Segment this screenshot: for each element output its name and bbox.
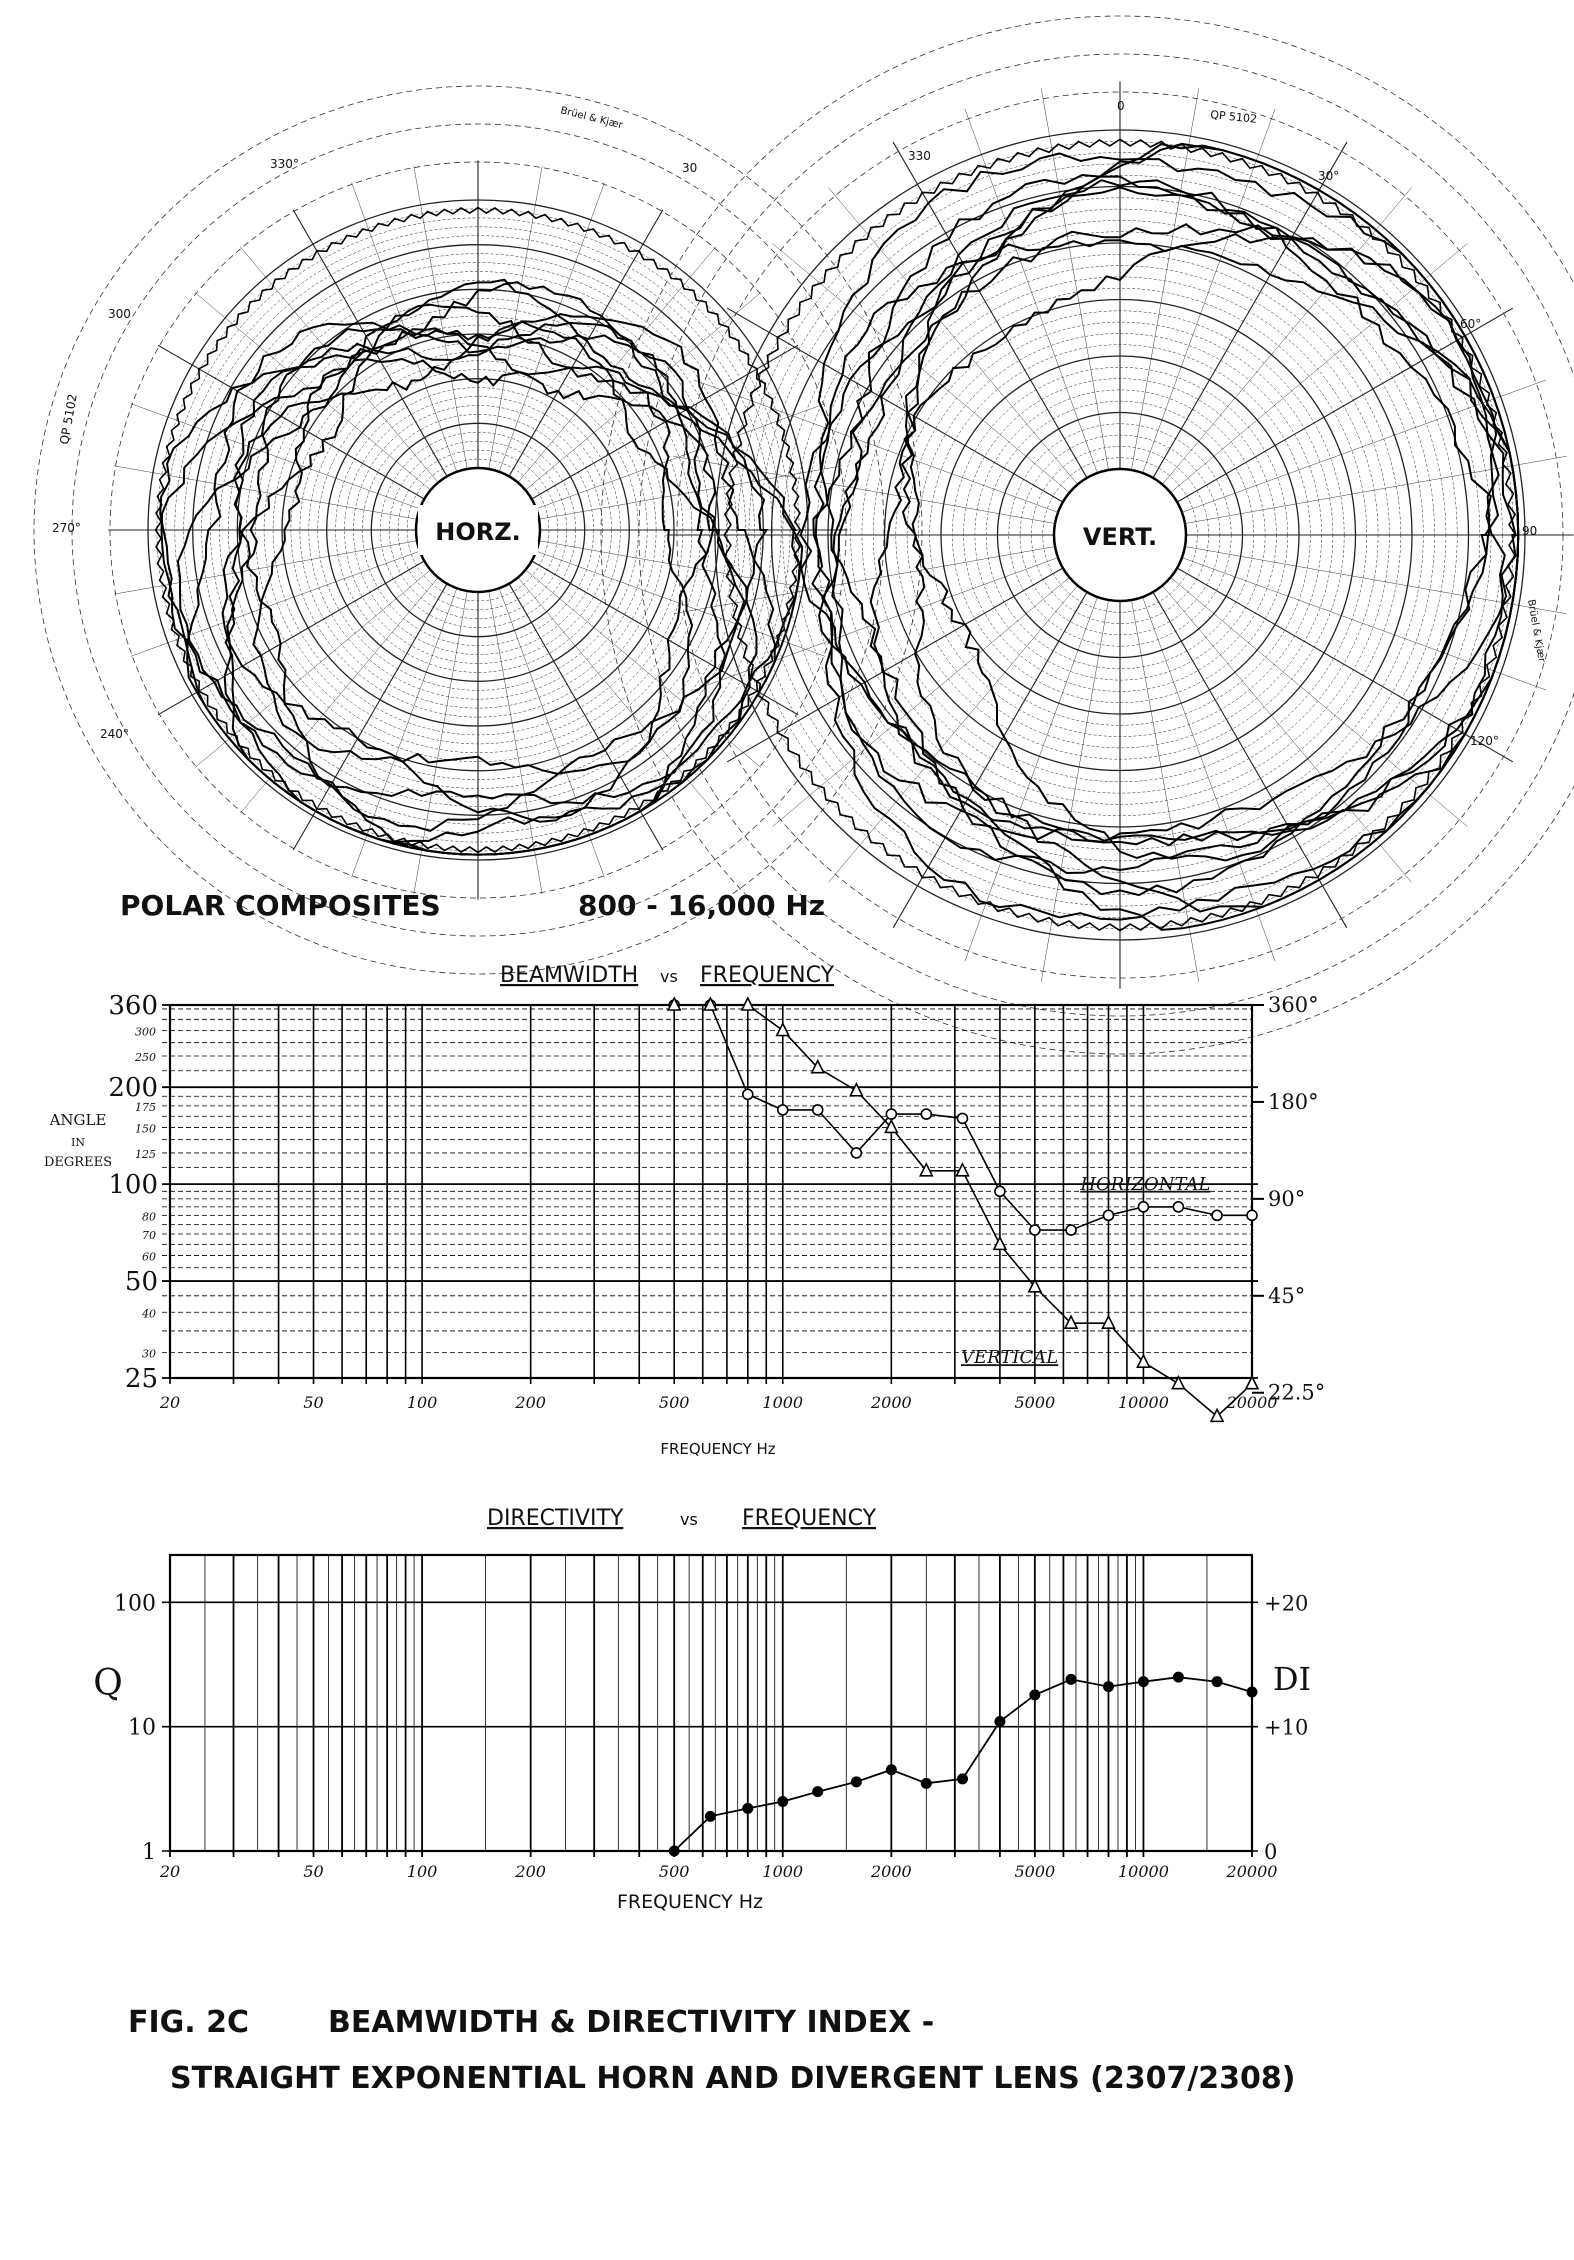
directivity-xtick-label: 2000 — [870, 1862, 912, 1881]
directivity-xtick-label: 500 — [658, 1862, 690, 1881]
polar-spoke — [1162, 188, 1411, 485]
polar-right-label: VERT. — [1082, 523, 1158, 551]
polar-left-label-group — [418, 505, 538, 555]
directivity-point — [669, 1846, 680, 1857]
polar-right-angle-330: 330 — [908, 149, 931, 163]
polar-right-angle-30: 30° — [1318, 169, 1340, 183]
beamwidth-point-horizontal — [1173, 1202, 1183, 1212]
beamwidth-xtick-label: 200 — [515, 1393, 546, 1412]
directivity-point — [957, 1773, 968, 1784]
directivity-right-tick-label: +20 — [1264, 1591, 1309, 1616]
beamwidth-point-horizontal — [1030, 1225, 1040, 1235]
directivity-xtick-label: 5000 — [1014, 1862, 1056, 1881]
directivity-xlabel: FREQUENCY Hz — [616, 1891, 764, 1913]
directivity-right-tick-label: +10 — [1264, 1715, 1309, 1740]
polar-left-angle-330: 330° — [270, 157, 299, 171]
polar-right-angle-120: 120° — [1470, 734, 1499, 748]
polar-spoke — [1171, 243, 1468, 492]
beamwidth-ytick-minor: 70 — [142, 1229, 156, 1243]
beamwidth-title — [500, 963, 835, 988]
beamwidth-xtick-label: 10000 — [1117, 1393, 1169, 1412]
beamwidth-right-tick-label: 22.5° — [1268, 1380, 1326, 1405]
beamwidth-annotation-vertical: VERTICAL — [961, 1347, 1059, 1369]
beamwidth-right-tick-label: 180° — [1268, 1089, 1319, 1114]
directivity-title-vs: vs — [680, 1510, 698, 1529]
directivity-frame — [170, 1555, 1252, 1851]
polar-right-angle-90: 90 — [1522, 524, 1538, 538]
polar-left-chart-ref: QP 5102 — [57, 392, 80, 446]
beamwidth-point-horizontal — [743, 1089, 753, 1099]
polar-right-angle-60: 60° — [1460, 317, 1482, 331]
polar-caption: POLAR COMPOSITES — [120, 889, 441, 922]
beamwidth-ytick-minor: 150 — [135, 1122, 156, 1136]
directivity-xtick-label: 50 — [303, 1862, 324, 1881]
beamwidth-annotation-horizontal: HORIZONTAL — [1080, 1173, 1211, 1195]
directivity-xtick-label: 1000 — [762, 1862, 804, 1881]
beamwidth-point-horizontal — [778, 1105, 788, 1115]
directivity-title-part1: DIRECTIVITY — [487, 1506, 624, 1531]
directivity-series-line — [674, 1677, 1252, 1851]
polar-spoke — [526, 570, 762, 768]
beamwidth-y-label — [44, 1111, 112, 1170]
directivity-point — [1138, 1676, 1149, 1687]
polar-spoke — [240, 578, 438, 814]
beamwidth-ytick-major: 50 — [124, 1267, 158, 1298]
beamwidth-point-vertical — [1211, 1409, 1223, 1421]
polar-spoke — [240, 247, 438, 483]
beamwidth-point-vertical — [994, 1237, 1006, 1249]
beamwidth-xtick-label: 100 — [406, 1393, 438, 1412]
beamwidth-ylabel-line1: ANGLE — [49, 1111, 107, 1129]
directivity-point — [1066, 1674, 1077, 1685]
beamwidth-ytick-minor: 125 — [135, 1147, 156, 1161]
directivity-y2label: DI — [1272, 1660, 1312, 1698]
beamwidth-point-horizontal — [957, 1113, 967, 1123]
beamwidth-xtick-label: 1000 — [762, 1393, 804, 1412]
polar-spoke — [536, 551, 825, 656]
polar-response-trace — [902, 234, 1499, 860]
polar-left-brand: Brüel & Kjær — [559, 105, 624, 132]
beamwidth-title-vs: vs — [660, 967, 678, 986]
figure-caption-line1: BEAMWIDTH & DIRECTIVITY INDEX - — [328, 2005, 935, 2040]
directivity-title-part2: FREQUENCY — [742, 1506, 877, 1531]
directivity-ytick-label: 1 — [142, 1840, 156, 1865]
beamwidth-xtick-label: 500 — [658, 1393, 690, 1412]
polar-left-angle-270: 270° — [52, 521, 81, 535]
polar-spoke — [1162, 586, 1411, 883]
beamwidth-point-horizontal — [995, 1186, 1005, 1196]
polar-left-angle-240: 240° — [100, 727, 129, 741]
directivity-point — [886, 1764, 897, 1775]
directivity-point — [1103, 1681, 1114, 1692]
beamwidth-ytick-major: 200 — [108, 1073, 158, 1104]
beamwidth-xtick-label: 5000 — [1014, 1393, 1056, 1412]
beamwidth-xlabel: FREQUENCY Hz — [660, 1440, 776, 1458]
beamwidth-ytick-major: 360 — [108, 991, 158, 1021]
beamwidth-ytick-minor: 300 — [135, 1025, 156, 1039]
directivity-point — [1247, 1686, 1258, 1697]
directivity-ticks — [114, 1591, 1308, 1881]
directivity-point — [994, 1716, 1005, 1727]
directivity-point — [1029, 1689, 1040, 1700]
directivity-point — [777, 1796, 788, 1807]
beamwidth-point-horizontal — [1103, 1210, 1113, 1220]
beamwidth-ylabel-line3: DEGREES — [44, 1155, 112, 1170]
beamwidth-xtick-label: 2000 — [870, 1393, 912, 1412]
beamwidth-point-horizontal — [1247, 1210, 1257, 1220]
directivity-ylabel: Q — [93, 1663, 123, 1704]
directivity-xtick-label: 200 — [515, 1862, 546, 1881]
beamwidth-xtick-label: 20000 — [1226, 1393, 1278, 1412]
polar-spoke — [499, 588, 604, 877]
beamwidth-point-horizontal — [813, 1105, 823, 1115]
polar-spoke — [1171, 577, 1468, 826]
beamwidth-xtick-label: 50 — [303, 1393, 324, 1412]
directivity-xtick-label: 10000 — [1117, 1862, 1169, 1881]
directivity-point — [921, 1778, 932, 1789]
polar-left-label: HORZ. — [435, 518, 521, 546]
beamwidth-ytick-minor: 80 — [142, 1210, 156, 1224]
beamwidth-right-tick-label: 90° — [1268, 1186, 1306, 1211]
beamwidth-point-horizontal — [1066, 1225, 1076, 1235]
directivity-point — [1173, 1672, 1184, 1683]
directivity-point — [812, 1786, 823, 1797]
directivity-title — [487, 1506, 877, 1531]
beamwidth-ytick-minor: 250 — [135, 1050, 156, 1064]
directivity-ytick-label: 10 — [128, 1715, 156, 1741]
beamwidth-xtick-label: 20 — [159, 1393, 181, 1412]
beamwidth-point-horizontal — [1138, 1202, 1148, 1212]
polar-right-angle-0: 0 — [1117, 99, 1125, 113]
directivity-ytick-label: 100 — [114, 1591, 156, 1617]
beamwidth-right-tick-label: 45° — [1268, 1283, 1306, 1308]
figure-caption-fig: FIG. 2C — [128, 2005, 250, 2040]
polar-left-angle-30: 30 — [682, 161, 698, 175]
directivity-xtick-label: 20 — [159, 1862, 181, 1881]
figure-caption-line2: STRAIGHT EXPONENTIAL HORN AND DIVERGENT LENS (2307/2308) — [170, 2061, 1296, 2096]
beamwidth-point-vertical — [956, 1164, 968, 1176]
directivity-right-tick-label: 0 — [1264, 1840, 1278, 1864]
beamwidth-ytick-major: 25 — [124, 1364, 158, 1394]
beamwidth-ytick-major: 100 — [108, 1170, 158, 1201]
polar-left-angle-300: 300 — [108, 307, 131, 321]
beamwidth-right-tick-label: 360° — [1268, 993, 1319, 1017]
beamwidth-point-horizontal — [921, 1109, 931, 1119]
beamwidth-ytick-minor: 60 — [142, 1250, 156, 1264]
polar-range: 800 - 16,000 Hz — [578, 889, 826, 922]
polar-right-chart-ref: QP 5102 — [1209, 108, 1258, 126]
polar-right-label-group — [1060, 510, 1178, 560]
beamwidth-point-horizontal — [1212, 1210, 1222, 1220]
directivity-point — [742, 1803, 753, 1814]
beamwidth-point-vertical — [777, 1023, 789, 1035]
directivity-point — [705, 1811, 716, 1822]
directivity-xtick-label: 100 — [406, 1862, 438, 1881]
beamwidth-ytick-minor: 40 — [142, 1307, 156, 1321]
beamwidth-ylabel-line2: IN — [71, 1136, 85, 1149]
beamwidth-ytick-minor: 175 — [135, 1100, 156, 1114]
beamwidth-title-part2: FREQUENCY — [700, 963, 835, 988]
directivity-point — [851, 1776, 862, 1787]
beamwidth-point-vertical — [850, 1084, 862, 1096]
directivity-xtick-label: 20000 — [1226, 1862, 1278, 1881]
beamwidth-point-horizontal — [886, 1109, 896, 1119]
directivity-point — [1212, 1676, 1223, 1687]
beamwidth-point-horizontal — [851, 1148, 861, 1158]
beamwidth-title-part1: BEAMWIDTH — [500, 963, 639, 988]
beamwidth-ytick-minor: 30 — [142, 1347, 156, 1361]
beamwidth-point-vertical — [1102, 1316, 1114, 1328]
polar-right-brand: Brüel & Kjær — [1525, 598, 1547, 664]
